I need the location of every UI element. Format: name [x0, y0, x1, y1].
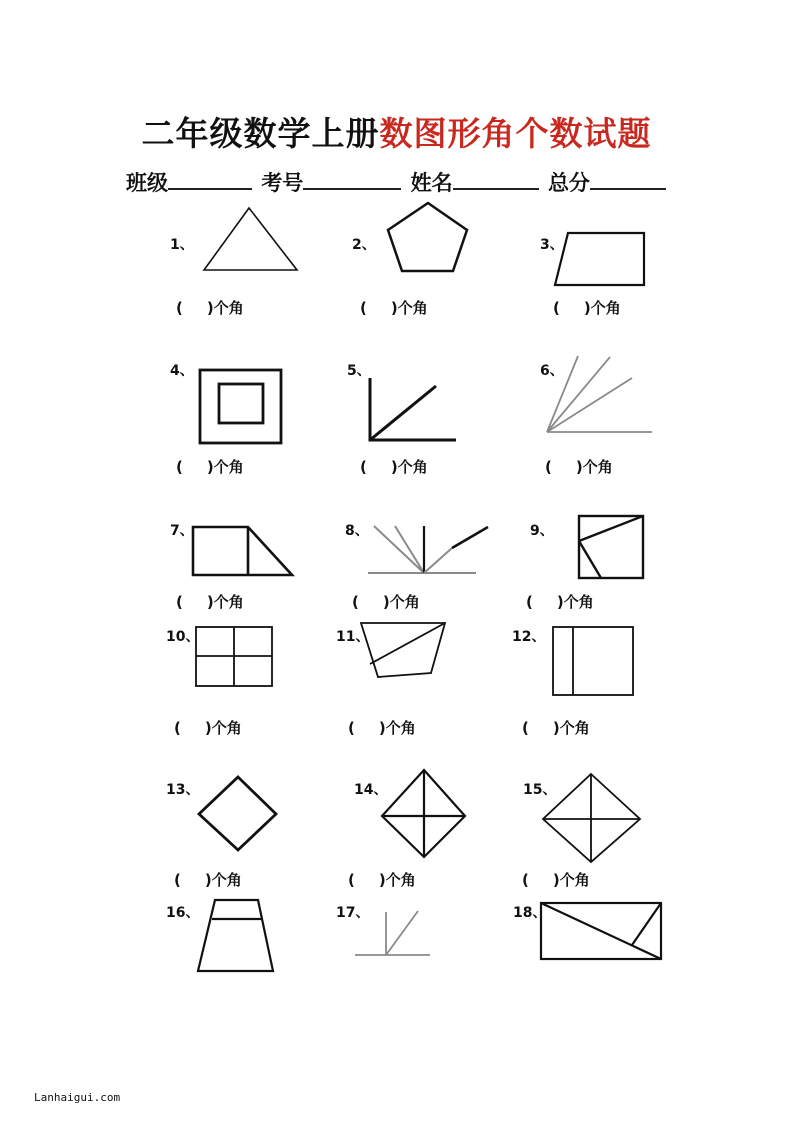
answer-blank[interactable]: ( )个角	[176, 593, 244, 611]
figure-2-pentagon	[388, 203, 467, 271]
figure-18-rect-diagonals	[541, 903, 661, 959]
answer-blank[interactable]: ( )个角	[545, 458, 613, 476]
problem-number: 9、	[530, 523, 554, 539]
answer-blank[interactable]: ( )个角	[174, 871, 242, 889]
problem-number: 1、	[170, 237, 194, 253]
figure-11-trapezoid-diagonal	[361, 623, 445, 677]
figure-9-square-lines	[579, 516, 643, 578]
problem-number: 18、	[513, 905, 547, 921]
answer-blank[interactable]: ( )个角	[360, 299, 428, 317]
site-footer: Lanhaigui.com	[34, 1091, 121, 1104]
answer-blank[interactable]: ( )个角	[174, 719, 242, 737]
title-black-part: 二年级数学上册	[141, 114, 380, 153]
problem-number: 17、	[336, 905, 370, 921]
answer-blank[interactable]: ( )个角	[522, 871, 590, 889]
problem-number: 5、	[347, 363, 371, 379]
class-label: 班级	[126, 171, 168, 195]
exam-number-label: 考号	[261, 171, 304, 195]
figure-6-rays	[547, 356, 652, 432]
figure-4-nested-squares	[200, 370, 281, 443]
problem-number: 11、	[336, 629, 370, 645]
total-score-label: 总分	[547, 171, 590, 195]
problem-number: 7、	[170, 523, 194, 539]
answer-blank[interactable]: ( )个角	[522, 719, 590, 737]
figure-13-rhombus	[199, 777, 276, 850]
problem-number: 15、	[523, 782, 557, 798]
answer-blank[interactable]: ( )个角	[526, 593, 594, 611]
problem-number: 6、	[540, 363, 564, 379]
figure-15-rhombus-diagonals	[543, 774, 640, 862]
answer-blank[interactable]: ( )个角	[553, 299, 621, 317]
title-red-part: 数图形角个数试题	[379, 114, 652, 153]
figure-10-grid	[196, 627, 272, 686]
problem-number: 12、	[512, 629, 546, 645]
figure-8-fan-lines	[368, 526, 488, 573]
problem-number: 3、	[540, 237, 564, 253]
figure-5-angle	[370, 378, 456, 440]
figure-12-rect-line	[553, 627, 633, 695]
answer-blank[interactable]: ( )个角	[360, 458, 428, 476]
figure-7-rect-triangle	[193, 527, 292, 575]
answer-blank[interactable]: ( )个角	[176, 299, 244, 317]
figure-3-parallelogram	[555, 233, 644, 285]
problem-number: 14、	[354, 782, 388, 798]
figure-1-triangle	[204, 208, 297, 270]
answer-blank[interactable]: ( )个角	[348, 719, 416, 737]
answer-blank[interactable]: ( )个角	[352, 593, 420, 611]
figure-16-trapezoid-line	[198, 900, 273, 971]
figure-17-angle-lines	[355, 911, 430, 955]
problem-number: 16、	[166, 905, 200, 921]
problem-number: 13、	[166, 782, 200, 798]
problem-number: 4、	[170, 363, 194, 379]
answer-blank[interactable]: ( )个角	[176, 458, 244, 476]
problem-number: 2、	[352, 237, 376, 253]
problem-number: 10、	[166, 629, 200, 645]
figure-14-rhombus-diagonals	[382, 770, 465, 857]
answer-blank[interactable]: ( )个角	[348, 871, 416, 889]
problem-number: 8、	[345, 523, 369, 539]
name-label: 姓名	[410, 171, 453, 195]
